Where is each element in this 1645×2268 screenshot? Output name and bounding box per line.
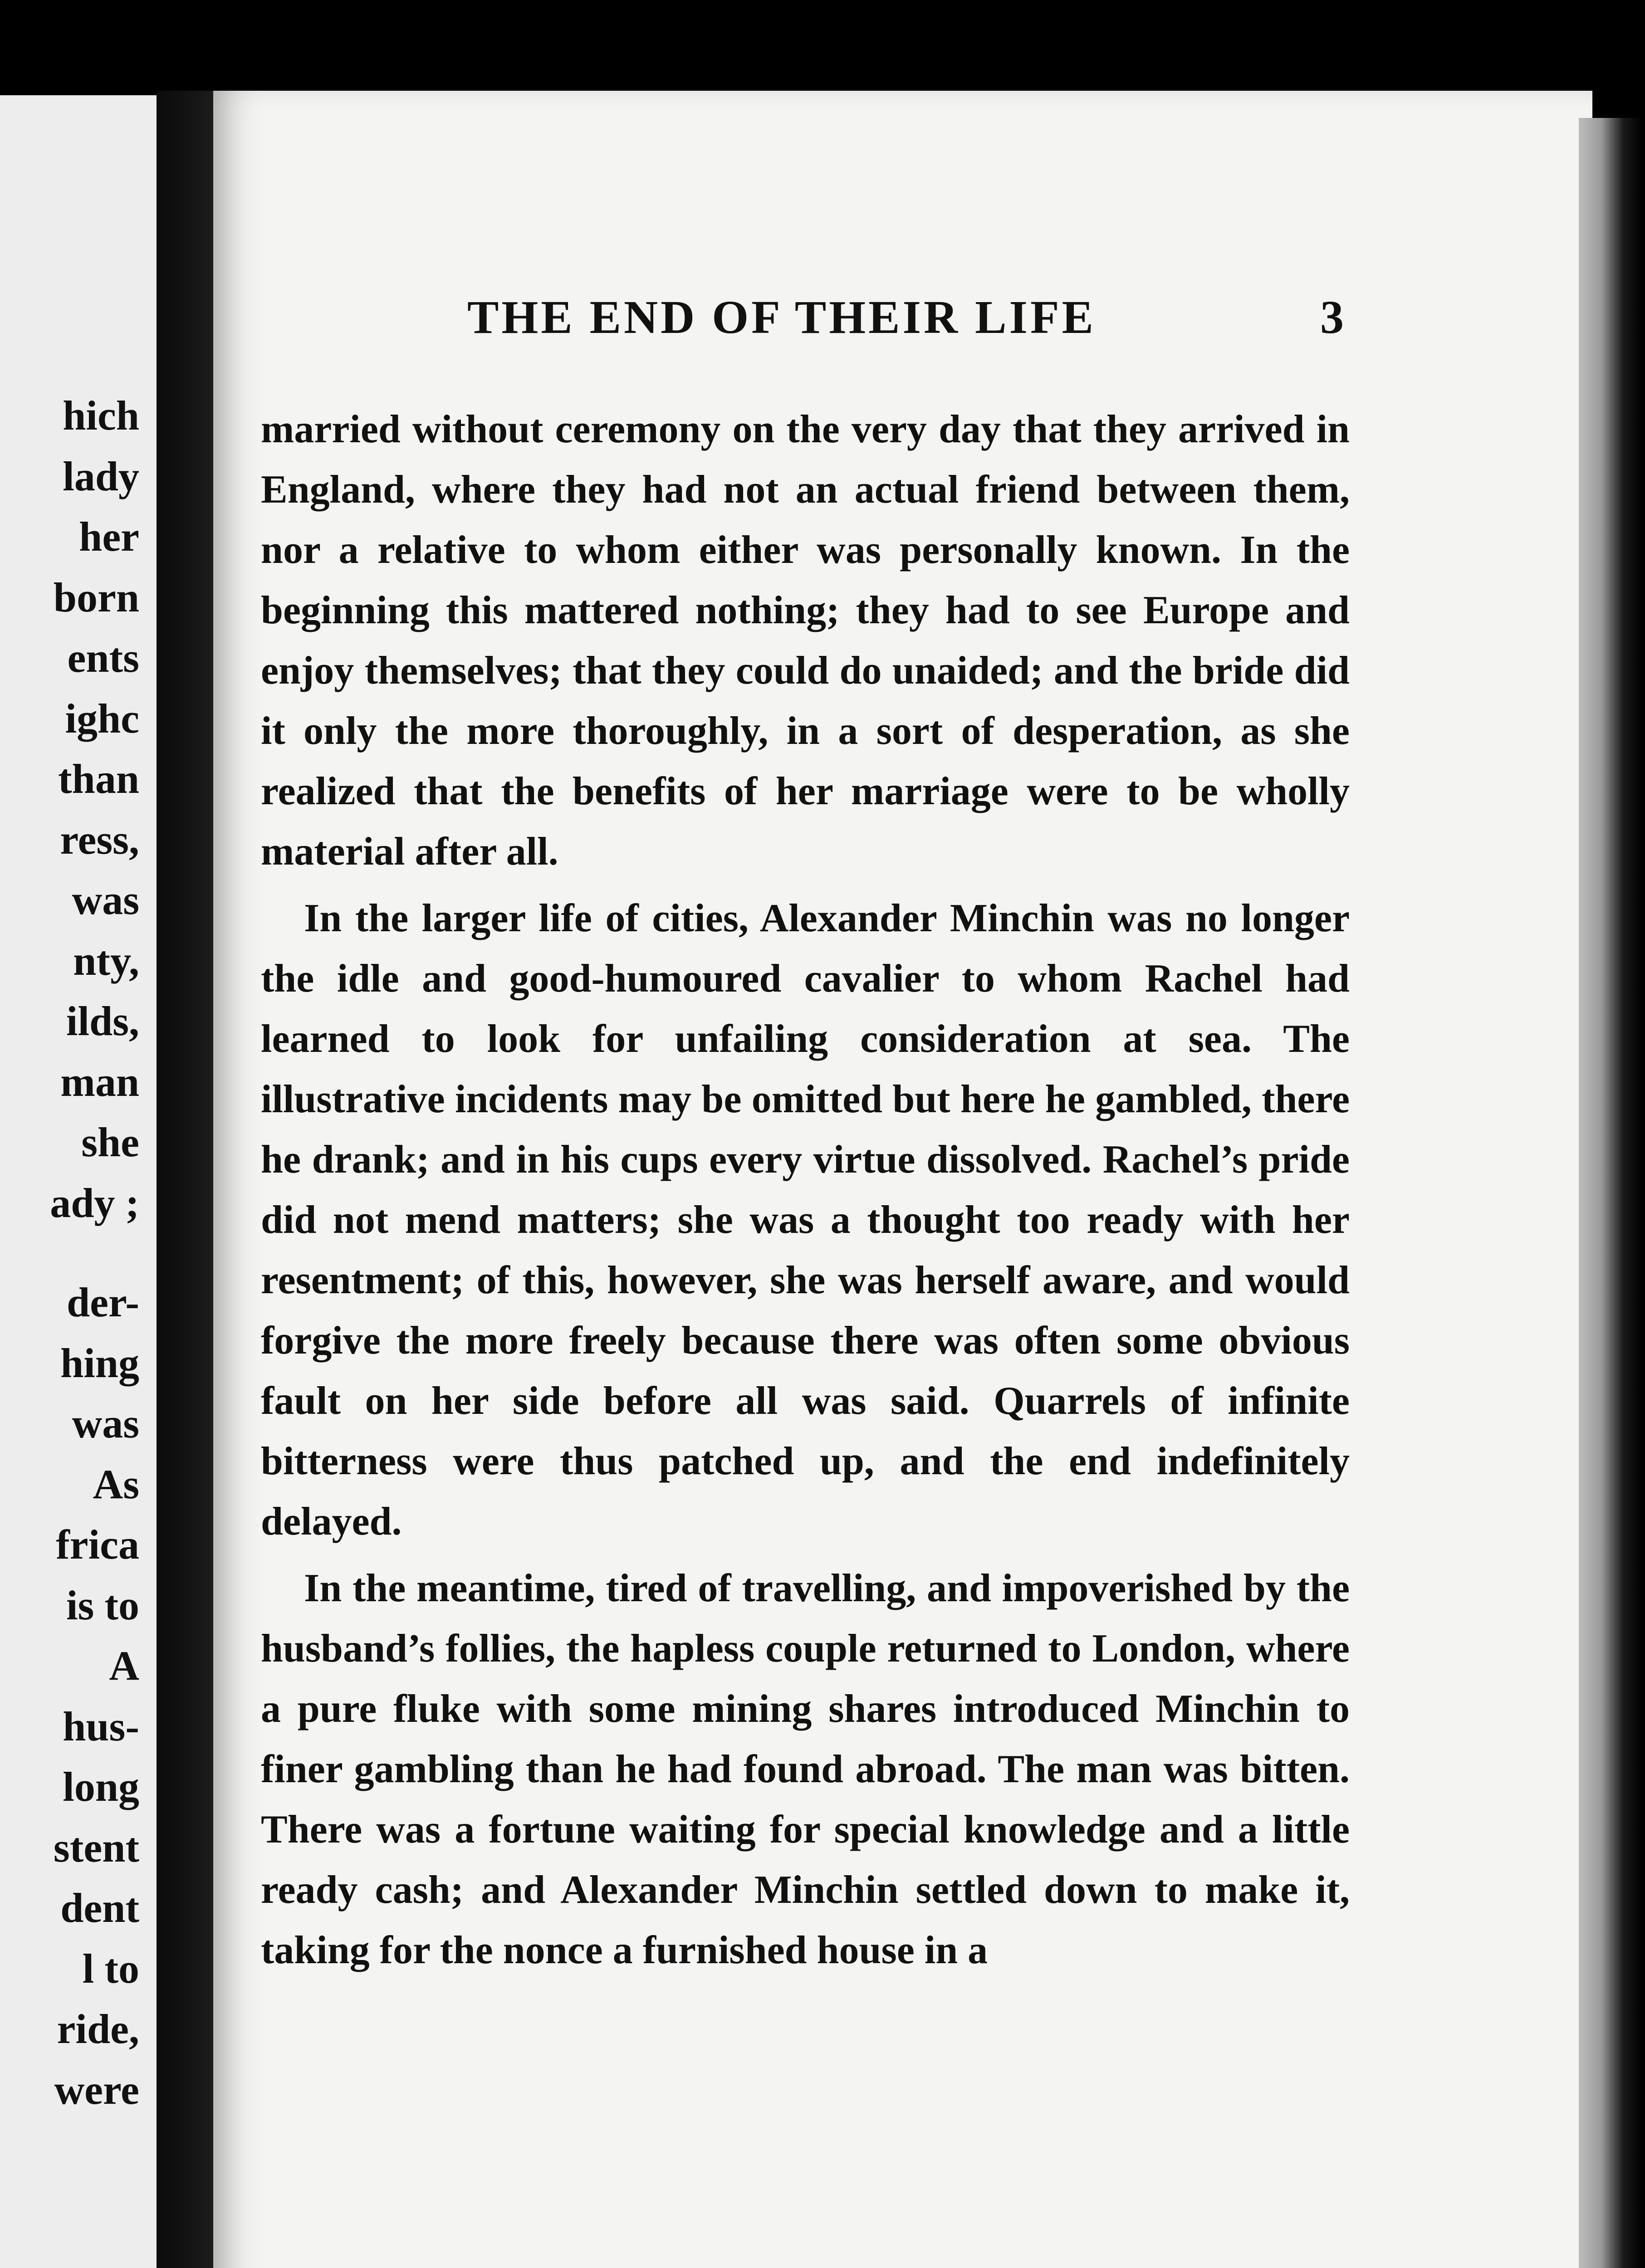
- facing-line: hing: [60, 1339, 139, 1386]
- facing-line: nty,: [73, 937, 139, 984]
- facing-line: ilds,: [66, 998, 139, 1044]
- facing-line: dent: [60, 1885, 139, 1931]
- facing-line: lady: [63, 453, 139, 499]
- running-head: THE END OF THEIR LIFE: [467, 291, 1096, 343]
- facing-line: her: [79, 513, 139, 560]
- facing-line: ride,: [57, 2006, 139, 2052]
- facing-line: she: [81, 1119, 139, 1165]
- facing-line: stent: [53, 1824, 139, 1871]
- facing-line: frica: [56, 1521, 139, 1568]
- facing-line: hich: [63, 392, 139, 439]
- facing-line: ents: [67, 635, 139, 681]
- facing-line: long: [63, 1764, 139, 1810]
- facing-line: As: [93, 1461, 139, 1507]
- facing-line: ress,: [60, 816, 139, 863]
- facing-line: were: [54, 2066, 139, 2113]
- facing-line: der-: [66, 1279, 139, 1325]
- paragraph: married without ceremony on the very day that they arrived in England, where they had not an actual friend between them, nor a relative to whom either was personally known. In the beginning this mattered nothing; they had to see Europe and enjoy themselves; that they could do unaided; and the bride did it only the more thoroughly, in a sort of desperation, as she realized that the benefits of her marriage were to be wholly material after all.: [261, 407, 1350, 874]
- page-edge-shadow: [1579, 118, 1642, 2268]
- facing-page: [0, 95, 157, 2268]
- facing-line: A: [109, 1642, 139, 1689]
- paragraph: In the meantime, tired of travelling, and impoverished by the husband’s follies, the hapless couple returned to London, where a pure fluke with some mining shares introduced Minchin to finer gambling than he had found abroad. The man was bitten. There was a fortune waiting for special knowledge and a little ready cash; and Alexander Minchin settled down to make it, taking for the nonce a furnished house in a: [261, 1566, 1350, 1972]
- facing-line: ady ;: [50, 1179, 139, 1226]
- facing-line-gap: [50, 1233, 139, 1272]
- body-text: [261, 399, 1350, 1987]
- facing-page-text: [50, 386, 139, 2120]
- facing-line: born: [53, 574, 139, 621]
- paragraph: In the larger life of cities, Alexander Minchin was no longer the idle and good-humoured cavalier to whom Rachel had learned to look for unfailing consideration at sea. The illustrative incidents may be omitted but here he gambled, there he drank; and in his cups every virtue dissolved. Rachel’s pride did not mend matters; she was a thought too ready with her resentment; of this, however, she was herself aware, and would forgive the more freely because there was often some obvious fault on her side before all was said. Quarrels of infinite bitterness were thus patched up, and the end indefinitely delayed.: [261, 896, 1350, 1544]
- facing-line: hus-: [63, 1703, 139, 1750]
- facing-line: was: [72, 877, 139, 923]
- facing-line: l to: [82, 1945, 139, 1992]
- facing-line: ighc: [65, 695, 139, 742]
- page-number: 3: [1320, 291, 1344, 343]
- facing-line: than: [58, 756, 139, 802]
- facing-line: is to: [66, 1582, 139, 1628]
- facing-line: was: [72, 1400, 139, 1447]
- facing-line: man: [60, 1058, 139, 1105]
